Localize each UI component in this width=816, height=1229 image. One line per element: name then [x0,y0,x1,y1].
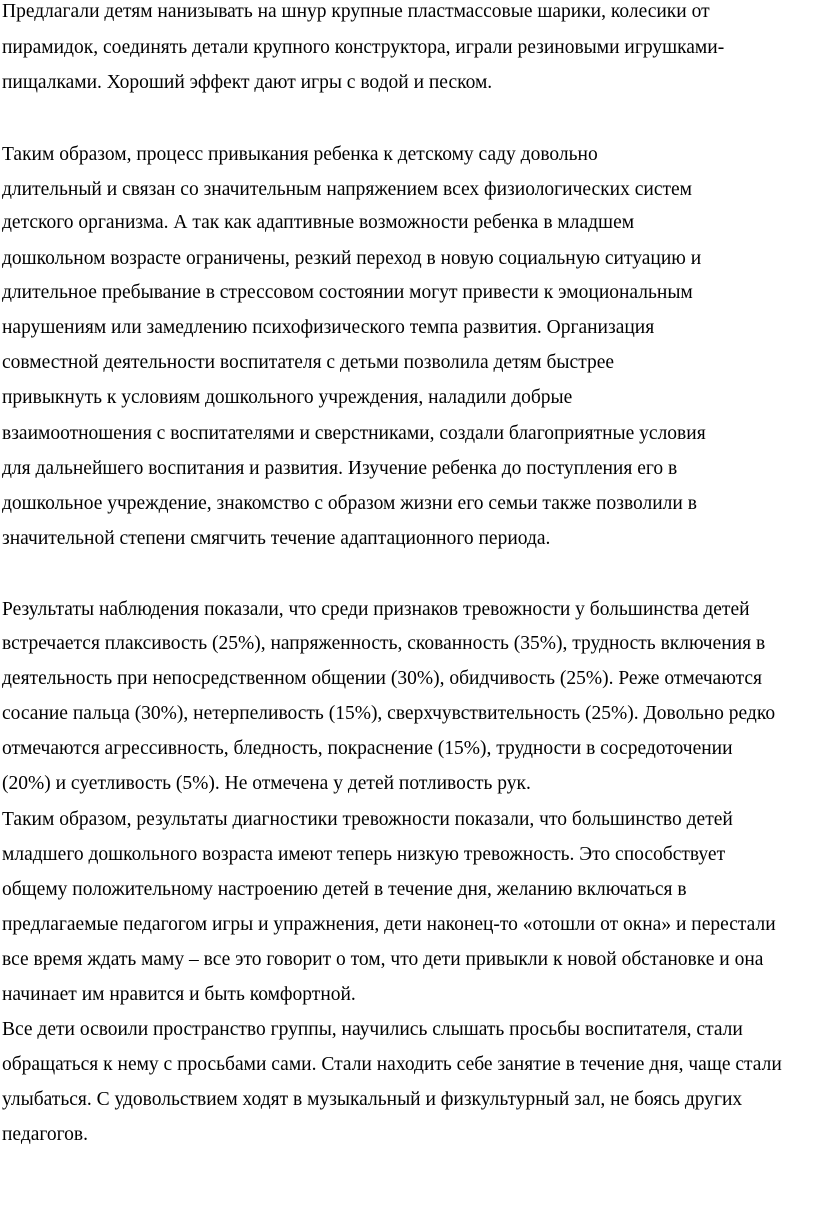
text-line: взаимоотношения с воспитателями и сверстниками, создали благоприятные условия [2,423,706,444]
text-line: обращаться к нему с просьбами сами. Стали находить себе занятие в течение дня, чаще стали [2,1054,782,1075]
text-line: общему положительному настроению детей в течение дня, желанию включаться в [2,879,687,900]
text-line: младшего дошкольного возраста имеют теперь низкую тревожность. Это способствует [2,844,726,865]
text-line: пирамидок, соединять детали крупного конструктора, играли резиновыми игрушками- [2,37,725,58]
text-line: встречается плаксивость (25%), напряженность, скованность (35%), трудность включения в [2,633,766,654]
text-line: предлагаемые педагогом игры и упражнения, дети наконец-то «отошли от окна» и перестали [2,914,776,935]
text-line: значительной степени смягчить течение адаптационного периода. [2,528,551,549]
text-line: сосание пальца (30%), нетерпеливость (15%), сверхчувствительность (25%). Довольно редко [2,703,776,724]
text-line: все время ждать маму – все это говорит о том, что дети привыкли к новой обстановке и она [2,949,764,970]
text-line: Все дети освоили пространство группы, научились слышать просьбы воспитателя, стали [2,1019,743,1040]
text-line: педагогов. [2,1124,89,1145]
text-line: Таким образом, процесс привыкания ребенка к детскому саду довольно [2,144,598,165]
text-line: для дальнейшего воспитания и развития. Изучение ребенка до поступления его в [2,458,678,479]
text-line: детского организма. А так как адаптивные возможности ребенка в младшем [2,212,635,233]
text-line: Предлагали детям нанизывать на шнур крупные пластмассовые шарики, колесики от [2,1,710,22]
text-line: нарушениям или замедлению психофизического темпа развития. Организация [2,317,655,338]
text-line: Результаты наблюдения показали, что среди признаков тревожности у большинства детей [2,599,750,620]
text-line: улыбаться. С удовольствием ходят в музыкальный и физкультурный зал, не боясь других [2,1089,743,1110]
text-line: дошкольном возрасте ограничены, резкий переход в новую социальную ситуацию и [2,248,702,269]
text-line: начинает им нравится и быть комфортной. [2,984,356,1005]
text-line: (20%) и суетливость (5%). Не отмечена у детей потливость рук. [2,773,531,794]
text-line: Таким образом, результаты диагностики тревожности показали, что большинство детей [2,809,733,830]
text-line: отмечаются агрессивность, бледность, покраснение (15%), трудности в сосредоточении [2,738,733,759]
text-line: дошкольное учреждение, знакомство с образом жизни его семьи также позволили в [2,493,697,514]
text-line: совместной деятельности воспитателя с детьми позволила детям быстрее [2,352,615,373]
text-line: деятельность при непосредственном общении (30%), обидчивость (25%). Реже отмечаются [2,668,763,689]
text-line: длительный и связан со значительным напряжением всех физиологических систем [2,179,693,200]
text-line: привыкнуть к условиям дошкольного учреждения, наладили добрые [2,387,573,408]
text-line: пищалками. Хороший эффект дают игры с водой и песком. [2,72,493,93]
text-line: длительное пребывание в стрессовом состоянии могут привести к эмоциональным [2,282,693,303]
